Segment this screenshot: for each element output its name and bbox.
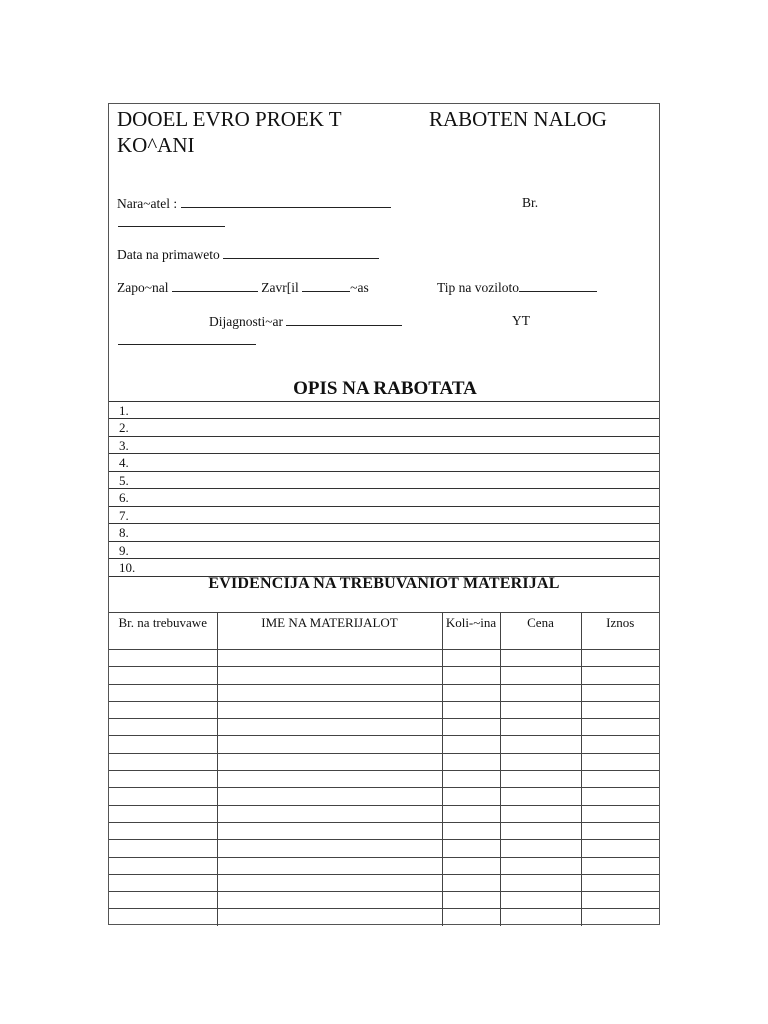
- col-iznos: Iznos: [581, 613, 659, 650]
- col-kolicina: Koli-~ina: [442, 613, 500, 650]
- table-row: [109, 753, 659, 770]
- table-cell[interactable]: [217, 788, 442, 805]
- dijagnosticar-input[interactable]: [286, 313, 402, 326]
- table-cell[interactable]: [442, 719, 500, 736]
- table-cell[interactable]: [442, 667, 500, 684]
- table-cell[interactable]: [109, 736, 217, 753]
- table-cell[interactable]: [581, 684, 659, 701]
- materials-table-body: [109, 650, 659, 926]
- table-cell[interactable]: [500, 736, 581, 753]
- table-cell[interactable]: [581, 840, 659, 857]
- field-yt: [512, 313, 530, 329]
- table-cell[interactable]: [109, 892, 217, 909]
- table-cell[interactable]: [581, 805, 659, 822]
- tip-label: Tip na voziloto: [437, 280, 520, 295]
- field-tip-na-voziloto: [437, 279, 597, 296]
- table-cell[interactable]: [217, 857, 442, 874]
- col-br-na-trebuvawe: Br. na trebuvawe: [109, 613, 217, 650]
- zapocnal-label: Zapo~nal: [117, 280, 169, 295]
- opis-row[interactable]: 5.: [109, 471, 659, 488]
- table-row: [109, 684, 659, 701]
- opis-row[interactable]: 1.: [109, 401, 659, 418]
- opis-row[interactable]: 6.: [109, 488, 659, 505]
- naracatel-input[interactable]: [181, 195, 391, 208]
- table-cell[interactable]: [500, 874, 581, 891]
- table-cell[interactable]: [217, 719, 442, 736]
- table-cell[interactable]: [581, 753, 659, 770]
- table-row: [109, 892, 659, 909]
- table-cell[interactable]: [442, 822, 500, 839]
- zapocnal-input[interactable]: [172, 279, 258, 292]
- table-row: [109, 805, 659, 822]
- opis-title: OPIS NA RABOTATA: [293, 378, 477, 399]
- table-cell[interactable]: [500, 684, 581, 701]
- table-cell[interactable]: [217, 771, 442, 788]
- table-cell[interactable]: [442, 840, 500, 857]
- opis-row[interactable]: 8.: [109, 523, 659, 540]
- opis-row[interactable]: 2.: [109, 418, 659, 435]
- table-cell[interactable]: [109, 874, 217, 891]
- table-cell[interactable]: [500, 805, 581, 822]
- table-cell[interactable]: [217, 892, 442, 909]
- col-cena: Cena: [500, 613, 581, 650]
- br-input[interactable]: [118, 214, 225, 232]
- table-cell[interactable]: [581, 650, 659, 667]
- table-cell[interactable]: [442, 874, 500, 891]
- table-cell[interactable]: [109, 822, 217, 839]
- table-cell[interactable]: [217, 909, 442, 926]
- table-row: [109, 857, 659, 874]
- yt-input[interactable]: [118, 332, 256, 350]
- table-cell[interactable]: [109, 719, 217, 736]
- table-cell[interactable]: [109, 771, 217, 788]
- field-data-na-primaweto: [117, 246, 379, 263]
- table-cell[interactable]: [500, 892, 581, 909]
- dijagnosticar-label: Dijagnosti~ar: [209, 314, 284, 329]
- naracatel-label: Nara~atel :: [117, 196, 178, 211]
- table-cell[interactable]: [500, 650, 581, 667]
- table-cell[interactable]: [500, 753, 581, 770]
- opis-row[interactable]: 7.: [109, 506, 659, 523]
- table-cell[interactable]: [442, 857, 500, 874]
- table-cell[interactable]: [442, 909, 500, 926]
- table-cell[interactable]: [581, 788, 659, 805]
- table-cell[interactable]: [500, 719, 581, 736]
- table-cell[interactable]: [109, 840, 217, 857]
- evidencija-title: EVIDENCIJA NA TREBUVANIOT MATERIJAL: [208, 575, 560, 592]
- yt-label: YT: [512, 313, 530, 328]
- table-cell[interactable]: [442, 771, 500, 788]
- table-row: [109, 840, 659, 857]
- table-cell[interactable]: [442, 892, 500, 909]
- table-cell[interactable]: [109, 805, 217, 822]
- table-row: [109, 771, 659, 788]
- table-cell[interactable]: [500, 840, 581, 857]
- table-cell[interactable]: [500, 909, 581, 926]
- field-dijagnosticar: [209, 313, 402, 330]
- company-name-line1: DOOEL EVRO PROEK T: [117, 107, 342, 131]
- table-cell[interactable]: [217, 667, 442, 684]
- table-cell[interactable]: [442, 736, 500, 753]
- table-cell[interactable]: [500, 771, 581, 788]
- data-label: Data na primaweto: [117, 247, 220, 262]
- br-label: Br.: [522, 195, 539, 210]
- company-name-line2: KO^ANI: [117, 133, 195, 157]
- table-cell[interactable]: [109, 684, 217, 701]
- table-cell[interactable]: [442, 753, 500, 770]
- table-cell[interactable]: [442, 650, 500, 667]
- data-input[interactable]: [223, 246, 379, 259]
- table-cell[interactable]: [581, 874, 659, 891]
- table-cell[interactable]: [442, 788, 500, 805]
- table-cell[interactable]: [442, 701, 500, 718]
- table-cell[interactable]: [442, 805, 500, 822]
- table-cell[interactable]: [109, 667, 217, 684]
- table-cell[interactable]: [581, 667, 659, 684]
- opis-row[interactable]: 4.: [109, 453, 659, 470]
- table-row: [109, 822, 659, 839]
- table-row: [109, 719, 659, 736]
- tip-input[interactable]: [519, 279, 597, 292]
- table-cell[interactable]: [109, 857, 217, 874]
- table-cell[interactable]: [500, 788, 581, 805]
- table-cell[interactable]: [217, 684, 442, 701]
- table-cell[interactable]: [217, 805, 442, 822]
- table-cell[interactable]: [109, 788, 217, 805]
- table-header-row: [109, 613, 659, 650]
- table-cell[interactable]: [109, 753, 217, 770]
- table-cell[interactable]: [217, 753, 442, 770]
- table-row: [109, 667, 659, 684]
- table-cell[interactable]: [581, 822, 659, 839]
- table-cell[interactable]: [500, 857, 581, 874]
- table-cell[interactable]: [581, 909, 659, 926]
- cas-label: ~as: [350, 280, 369, 295]
- table-cell[interactable]: [217, 701, 442, 718]
- table-cell[interactable]: [581, 736, 659, 753]
- table-cell[interactable]: [217, 650, 442, 667]
- table-row: [109, 874, 659, 891]
- table-row: [109, 909, 659, 926]
- table-cell[interactable]: [500, 822, 581, 839]
- opis-row[interactable]: 10.: [109, 558, 659, 575]
- table-cell[interactable]: [217, 874, 442, 891]
- table-cell[interactable]: [109, 650, 217, 667]
- table-row: [109, 701, 659, 718]
- table-cell[interactable]: [500, 667, 581, 684]
- table-cell[interactable]: [217, 736, 442, 753]
- table-cell[interactable]: [217, 822, 442, 839]
- table-row: [109, 788, 659, 805]
- table-row: [109, 736, 659, 753]
- table-cell[interactable]: [581, 771, 659, 788]
- field-zapocnal: [117, 279, 369, 296]
- field-br: [522, 195, 538, 211]
- table-cell[interactable]: [442, 684, 500, 701]
- table-row: [109, 650, 659, 667]
- zavrsil-input[interactable]: [302, 279, 350, 292]
- table-cell[interactable]: [581, 892, 659, 909]
- table-cell[interactable]: [581, 701, 659, 718]
- table-cell[interactable]: [500, 701, 581, 718]
- document-title: RABOTEN NALOG: [429, 107, 607, 131]
- opis-row[interactable]: 3.: [109, 436, 659, 453]
- table-cell[interactable]: [581, 719, 659, 736]
- table-cell[interactable]: [217, 840, 442, 857]
- materials-table: [109, 612, 659, 926]
- field-naracatel: [117, 195, 391, 212]
- opis-row[interactable]: 9.: [109, 541, 659, 558]
- table-cell[interactable]: [109, 701, 217, 718]
- work-order-form: [108, 103, 660, 925]
- table-cell[interactable]: [109, 909, 217, 926]
- col-ime-na-materijalot: IME NA MATERIJALOT: [217, 613, 442, 650]
- table-cell[interactable]: [581, 857, 659, 874]
- zavrsil-label: Zavr[il: [261, 280, 299, 295]
